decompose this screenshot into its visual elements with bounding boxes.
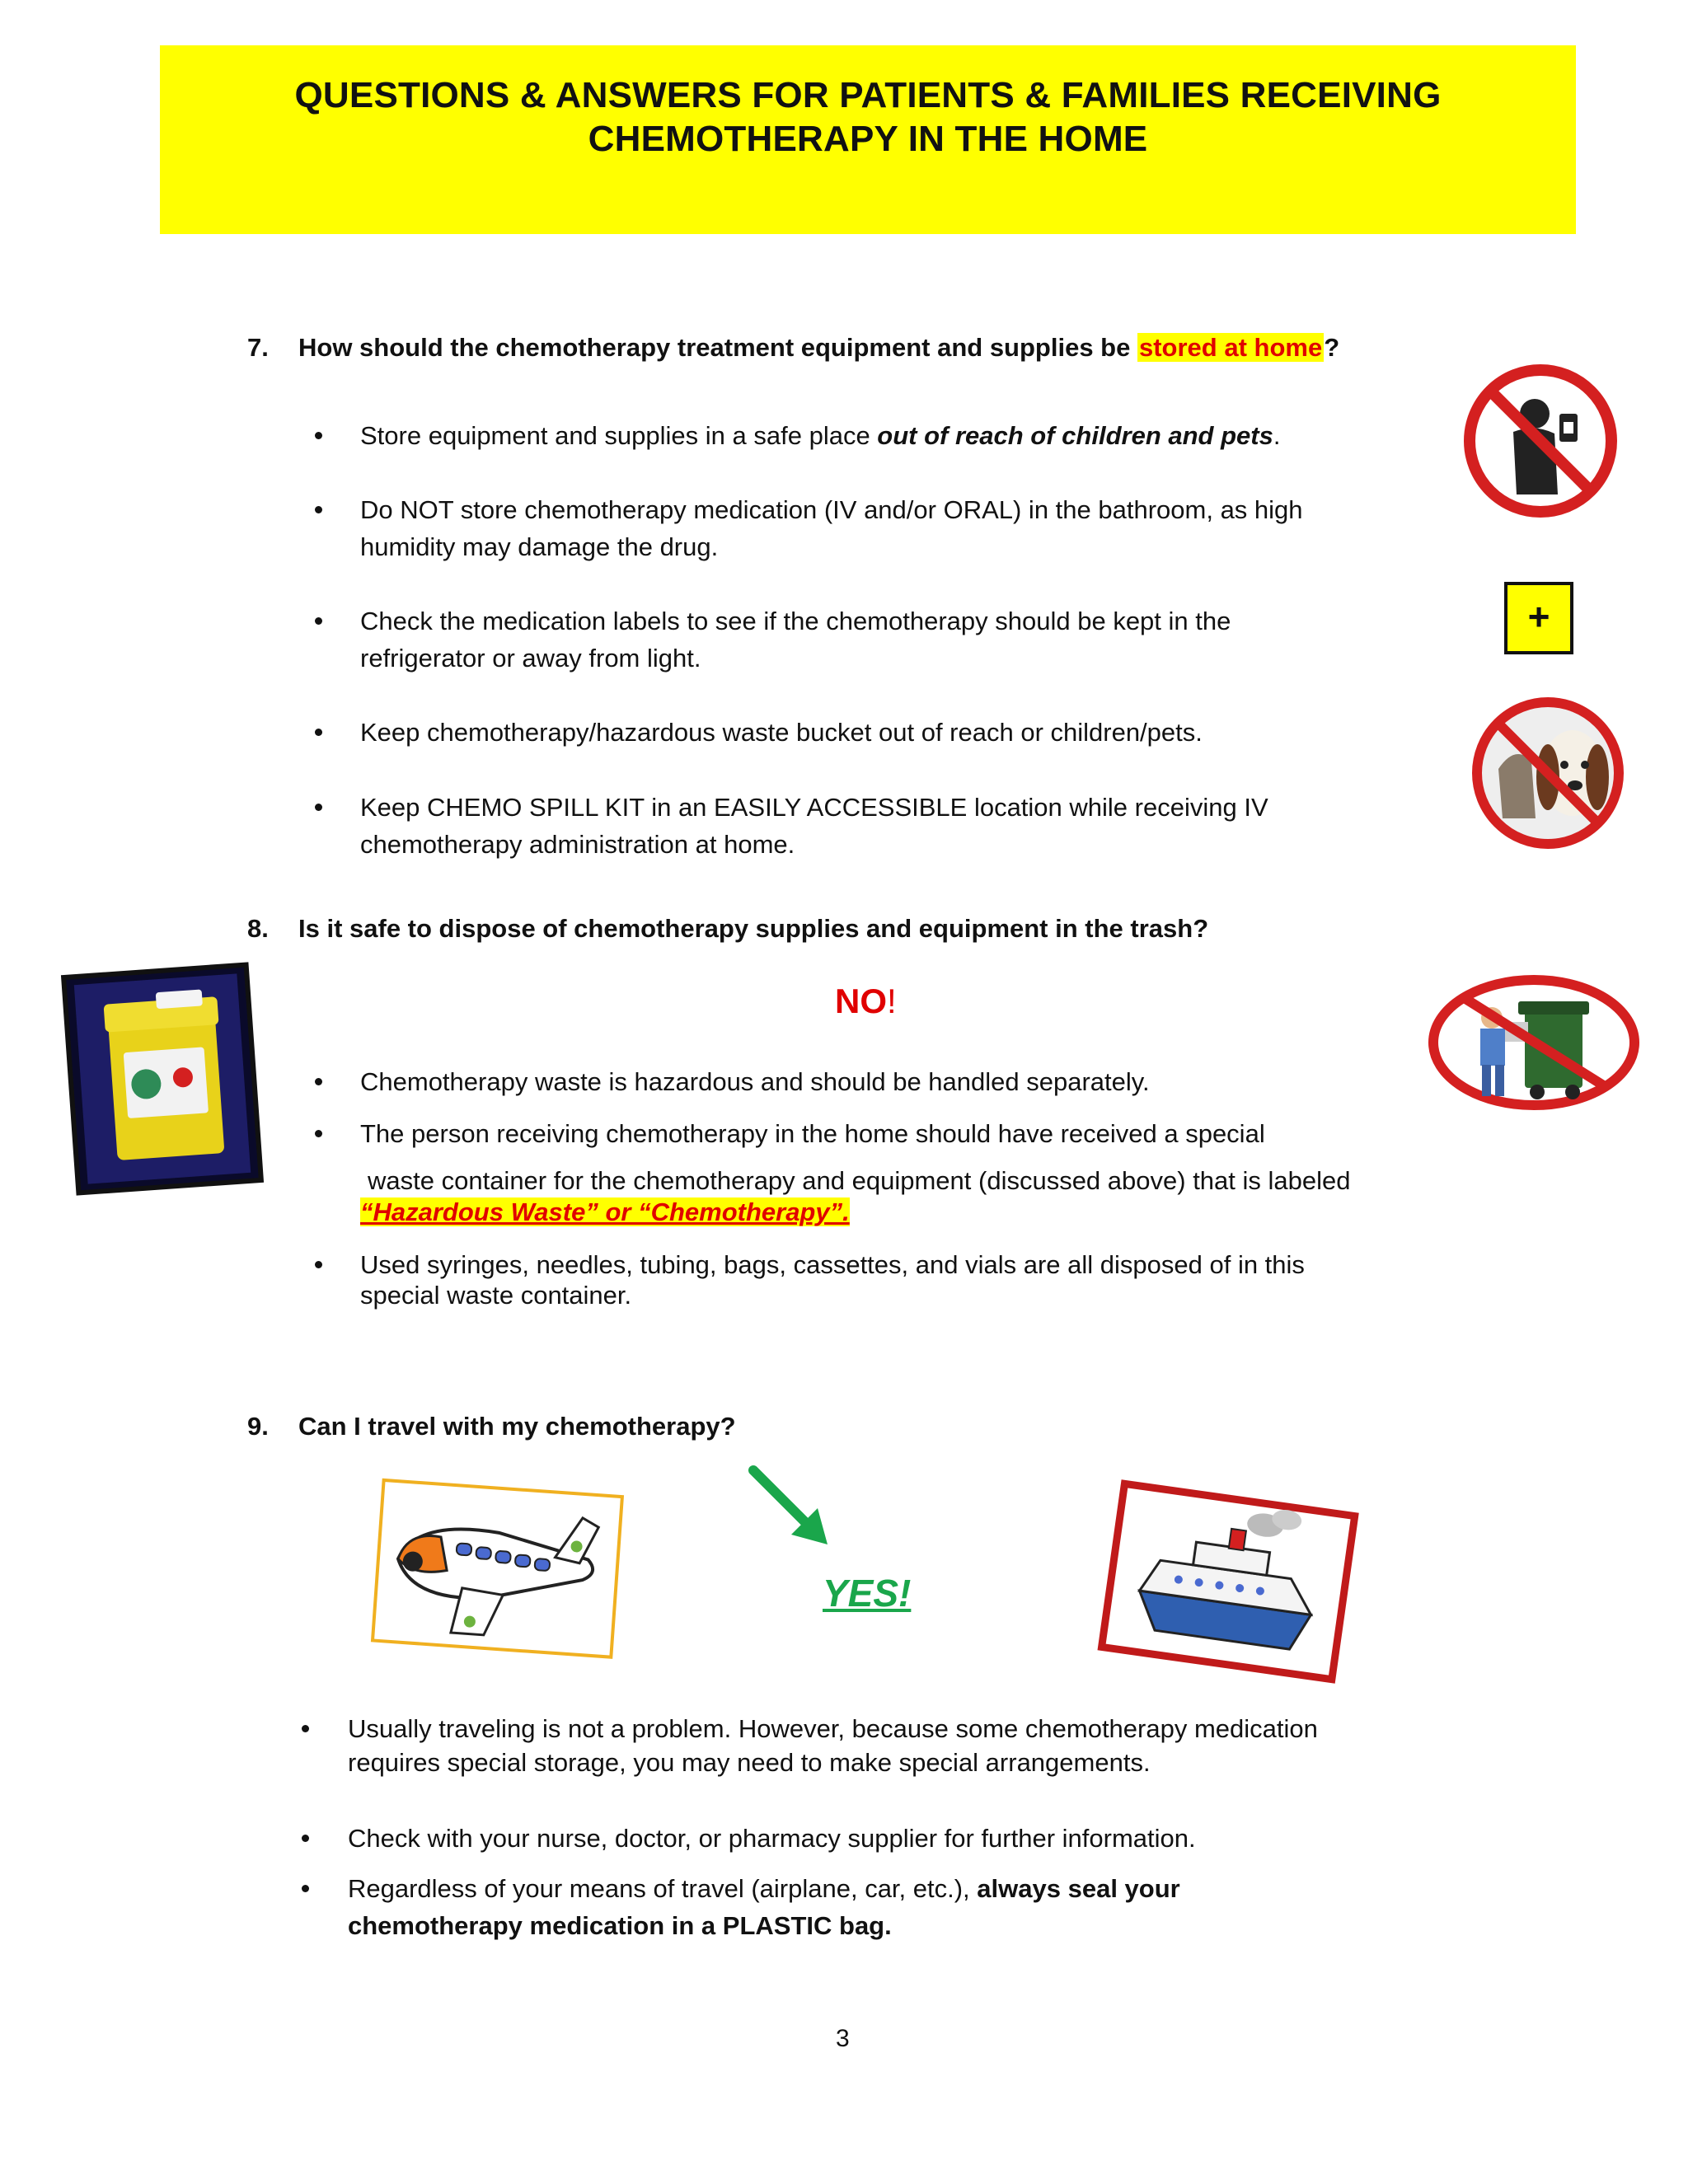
question-9-number: 9. bbox=[247, 1412, 269, 1441]
q9-bullet-3-text: Regardless of your means of travel (airplane, car, etc.), bbox=[348, 1874, 978, 1903]
q9-bullet-1-line1: Usually traveling is not a problem. However, because some chemotherapy medication bbox=[348, 1714, 1318, 1743]
q9-bullet-1-line2: requires special storage, you may need to make special arrangements. bbox=[348, 1748, 1151, 1777]
q7-bullet-3-line2: refrigerator or away from light. bbox=[360, 644, 701, 673]
q7-bullet-5-line2: chemotherapy administration at home. bbox=[360, 830, 795, 859]
q7-bullet-1-text: Store equipment and supplies in a safe place bbox=[360, 421, 878, 450]
bullet-dot bbox=[315, 804, 322, 811]
answer-no-mark: ! bbox=[887, 982, 897, 1020]
bullet-dot bbox=[315, 1130, 322, 1137]
header-banner bbox=[160, 45, 1576, 234]
q9-bullet-3-line2: chemotherapy medication in a PLASTIC bag. bbox=[348, 1911, 892, 1940]
q9-bullet-3-line1 bbox=[348, 1871, 1180, 1907]
q7-bullet-3-line1: Check the medication labels to see if the chemotherapy should be kept in the bbox=[360, 607, 1231, 635]
bullet-dot bbox=[302, 1885, 309, 1892]
no-pets-sign-icon bbox=[1465, 695, 1630, 851]
q7-bullet-2-line1: Do NOT store chemotherapy medication (IV and/or ORAL) in the bathroom, as high bbox=[360, 495, 1303, 524]
bullet-dot bbox=[302, 1835, 309, 1842]
airplane-image bbox=[364, 1475, 635, 1673]
bullet-dot bbox=[315, 432, 322, 439]
bullet-dot bbox=[315, 729, 322, 736]
hazardous-waste-container-image bbox=[59, 959, 265, 1198]
no-trash-disposal-sign-icon bbox=[1426, 972, 1642, 1113]
bullet-dot bbox=[315, 617, 322, 625]
q7-bullet-4: Keep chemotherapy/hazardous waste bucket out of reach or children/pets. bbox=[360, 718, 1203, 747]
question-7 bbox=[298, 333, 1339, 363]
question-8: Is it safe to dispose of chemotherapy supplies and equipment in the trash? bbox=[298, 914, 1209, 943]
page-title-line1: QUESTIONS & ANSWERS FOR PATIENTS & FAMILIES RECEIVING bbox=[294, 75, 1442, 115]
q8-bullet-3-line2: special waste container. bbox=[360, 1281, 632, 1310]
q8-bullet-2-line3 bbox=[360, 1194, 850, 1230]
page-title-line2: CHEMOTHERAPY IN THE HOME bbox=[588, 119, 1148, 159]
question-9: Can I travel with my chemotherapy? bbox=[298, 1412, 736, 1441]
bullet-dot bbox=[315, 506, 322, 513]
q7-bullet-5-line1: Keep CHEMO SPILL KIT in an EASILY ACCESSIBLE location while receiving IV bbox=[360, 793, 1268, 822]
q7-bullet-1-end: . bbox=[1273, 421, 1281, 450]
bullet-dot bbox=[302, 1725, 309, 1732]
question-7-number: 7. bbox=[247, 333, 269, 362]
question-8-number: 8. bbox=[247, 914, 269, 943]
q7-bullet-1 bbox=[360, 418, 1280, 454]
keep-out-of-reach-sign-icon bbox=[1462, 363, 1619, 536]
hazardous-waste-label: “Hazardous Waste” or “Chemotherapy”. bbox=[360, 1197, 850, 1226]
first-aid-icon: + bbox=[1504, 582, 1573, 654]
question-7-highlight: stored at home bbox=[1138, 333, 1323, 362]
answer-no bbox=[835, 982, 897, 1021]
q9-bullet-3-emphasis: always seal your bbox=[977, 1874, 1180, 1903]
q8-bullet-1: Chemotherapy waste is hazardous and should be handled separately. bbox=[360, 1067, 1150, 1096]
green-arrow-icon bbox=[742, 1459, 841, 1558]
question-7-text: How should the chemotherapy treatment equipment and supplies be bbox=[298, 333, 1137, 362]
q9-bullet-2: Check with your nurse, doctor, or pharmacy supplier for further information. bbox=[348, 1824, 1196, 1853]
answer-no-text: NO bbox=[835, 982, 887, 1020]
q8-bullet-2-line2: waste container for the chemotherapy and equipment (discussed above) that is labeled bbox=[368, 1166, 1351, 1195]
page-number: 3 bbox=[836, 2025, 850, 2052]
bullet-dot bbox=[315, 1261, 322, 1268]
question-7-mark: ? bbox=[1324, 333, 1340, 362]
q7-bullet-2-line2: humidity may damage the drug. bbox=[360, 532, 719, 561]
bullet-dot bbox=[315, 1078, 322, 1085]
answer-yes: YES! bbox=[823, 1572, 912, 1615]
cruise-ship-image bbox=[1092, 1479, 1364, 1685]
q8-bullet-3-line1: Used syringes, needles, tubing, bags, cassettes, and vials are all disposed of in this bbox=[360, 1250, 1305, 1279]
q8-bullet-2-line1: The person receiving chemotherapy in the home should have received a special bbox=[360, 1119, 1265, 1148]
q7-bullet-1-emphasis: out of reach of children and pets bbox=[877, 421, 1273, 450]
